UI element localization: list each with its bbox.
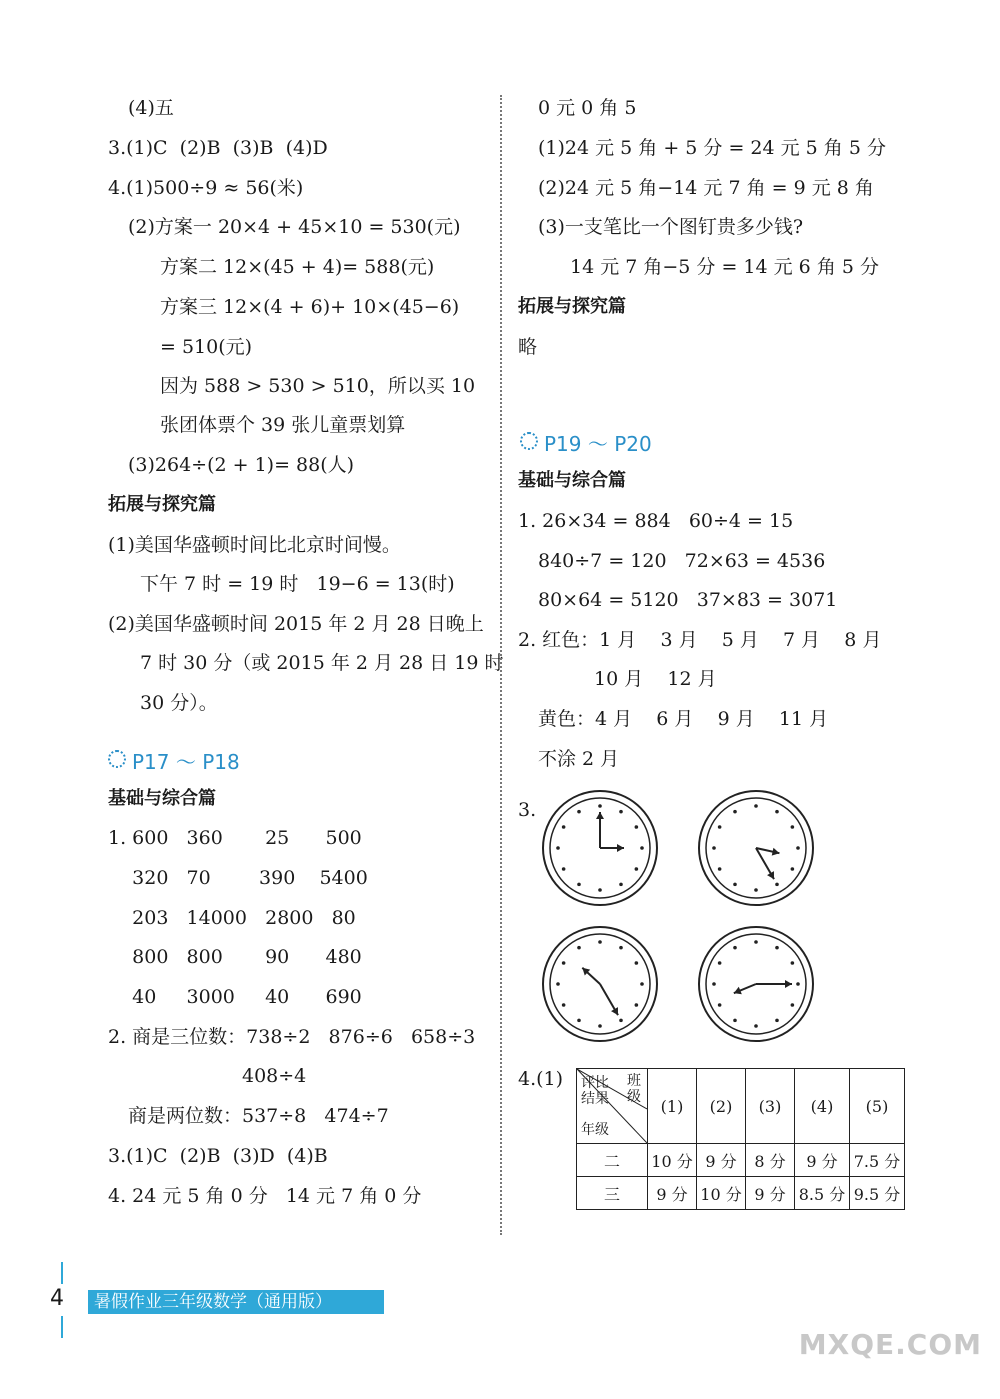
answer-line: 40 3000 40 690	[108, 986, 362, 1008]
clock-face	[540, 924, 660, 1044]
answer-line: 10 月 12 月	[594, 668, 717, 690]
clock-hour-dot	[791, 1003, 795, 1007]
answer-line: 14 元 7 角−5 分 = 14 元 6 角 5 分	[570, 256, 879, 278]
table-cell: 9 分	[746, 1177, 795, 1210]
page-range-title: P17 ～ P18	[132, 750, 240, 774]
table-cell: 9 分	[648, 1177, 697, 1210]
clock-hour-dot	[598, 888, 602, 892]
answer-line: 方案二 12×(45 + 4)= 588(元)	[160, 256, 435, 278]
clock-hour-dot	[635, 867, 639, 871]
clock-hour-hand-tip	[772, 848, 780, 856]
answer-line: 4. 24 元 5 角 0 分 14 元 7 角 0 分	[108, 1185, 422, 1207]
clock-hour-dot	[754, 888, 758, 892]
clock-hour-dot	[598, 804, 602, 808]
clock-hour-dot	[718, 825, 722, 829]
section-heading: 基础与综合篇	[518, 470, 626, 491]
answer-line: 30 分）。	[140, 692, 218, 714]
page-number: 4	[50, 1286, 64, 1311]
page-number-rule	[61, 1262, 63, 1284]
answer-line: 3.(1)C (2)B (3)D (4)B	[108, 1145, 328, 1167]
clock-hour-dot	[775, 810, 779, 814]
section-heading: 基础与综合篇	[108, 788, 216, 809]
section-heading: 拓展与探究篇	[108, 494, 216, 515]
answer-line: 0 元 0 角 5	[538, 97, 637, 119]
table-header-cell: (1)	[648, 1069, 697, 1144]
corner-label-grade: 年级	[581, 1122, 609, 1138]
answer-line: 黄色：4 月 6 月 9 月 11 月	[538, 708, 829, 730]
answer-line: 7 时 30 分（或 2015 年 2 月 28 日 19 时	[140, 652, 504, 674]
table-grade-cell: 三	[577, 1177, 648, 1210]
table-row	[577, 1144, 905, 1177]
answer-line: 840÷7 = 120 72×63 = 4536	[538, 550, 826, 572]
clock-hour-dot	[796, 846, 800, 850]
clock-hour-dot	[733, 810, 737, 814]
answer-line: 4.(1)500÷9 ≈ 56(米)	[108, 177, 304, 199]
answer-line: 略	[518, 336, 538, 358]
clock-hour-dot	[619, 883, 623, 887]
answer-line: 2. 红色：1 月 3 月 5 月 7 月 8 月	[518, 629, 882, 651]
clock-hour-dot	[775, 946, 779, 950]
clock-hour-dot	[635, 1003, 639, 1007]
section-dot-icon	[520, 432, 538, 450]
book-title-bar: 暑假作业三年级数学（通用版）	[88, 1290, 384, 1314]
answer-line: = 510(元)	[160, 336, 253, 358]
table-cell: 8 分	[746, 1144, 795, 1177]
section-dot-icon	[108, 750, 126, 768]
clock-hour-dot	[577, 1019, 581, 1023]
answer-line: 下午 7 时 = 19 时 19−6 = 13(时)	[140, 573, 455, 595]
table-cell: 9.5 分	[850, 1177, 905, 1210]
question-number: 4.(1)	[518, 1068, 564, 1090]
clock-hour-dot	[791, 961, 795, 965]
clock-hour-dot	[718, 867, 722, 871]
clock-hour-dot	[598, 940, 602, 944]
table-cell: 7.5 分	[850, 1144, 905, 1177]
clock-hour-dot	[754, 804, 758, 808]
clock-hour-dot	[562, 1003, 566, 1007]
clock-hour-dot	[718, 961, 722, 965]
score-table	[576, 1068, 905, 1210]
clock-hour-dot	[556, 982, 560, 986]
clock-hour-dot	[562, 867, 566, 871]
answer-line: 80×64 = 5120 37×83 = 3071	[538, 589, 838, 611]
clock-hour-dot	[754, 1024, 758, 1028]
answer-line: 商是两位数：537÷8 474÷7	[128, 1105, 389, 1127]
table-header-cell: (2)	[697, 1069, 746, 1144]
answer-line: (4)五	[128, 97, 174, 119]
answer-line: (2)24 元 5 角−14 元 7 角 = 9 元 8 角	[538, 177, 874, 199]
clock-face	[696, 924, 816, 1044]
site-watermark: MXQE.COM	[798, 1328, 982, 1361]
clock-face	[540, 788, 660, 908]
table-header-cell: (3)	[746, 1069, 795, 1144]
clock-hour-dot	[791, 867, 795, 871]
answer-line: (3)一支笔比一个图钉贵多少钱?	[538, 216, 804, 238]
answer-line: 320 70 390 5400	[108, 867, 368, 889]
clock-hour-dot	[733, 1019, 737, 1023]
answer-line: 方案三 12×(4 + 6)+ 10×(45−6)	[160, 296, 460, 318]
table-grade-cell: 二	[577, 1144, 648, 1177]
clock-hour-hand-tip	[617, 844, 624, 852]
question-number: 3.	[518, 799, 537, 821]
page-range-title: P19 ～ P20	[544, 432, 652, 456]
clock-hour-dot	[577, 810, 581, 814]
clock-hour-dot	[619, 1019, 623, 1023]
clock-minute-hand-tip	[785, 980, 792, 988]
answer-line: 1. 600 360 25 500	[108, 827, 362, 849]
clock-hour-dot	[635, 961, 639, 965]
clock-face	[696, 788, 816, 908]
table-cell: 9 分	[795, 1144, 850, 1177]
clock-hour-dot	[754, 940, 758, 944]
clock-hour-dot	[619, 946, 623, 950]
clock-minute-hand-tip	[596, 812, 604, 819]
table-cell: 10 分	[697, 1177, 746, 1210]
corner-label-class: 班级	[627, 1073, 641, 1105]
clock-hour-dot	[775, 1019, 779, 1023]
clock-hour-dot	[796, 982, 800, 986]
answer-line: 203 14000 2800 80	[108, 907, 356, 929]
clock-hour-dot	[619, 810, 623, 814]
table-cell: 8.5 分	[795, 1177, 850, 1210]
table-header-cell: (4)	[795, 1069, 850, 1144]
answer-line: 不涂 2 月	[538, 748, 620, 770]
clock-hour-dot	[577, 883, 581, 887]
clock-hour-dot	[712, 846, 716, 850]
page-number-rule	[61, 1316, 63, 1338]
answer-line: 张团体票个 39 张儿童票划算	[160, 414, 406, 436]
clock-hour-dot	[791, 825, 795, 829]
table-cell: 10 分	[648, 1144, 697, 1177]
answer-line: (2)方案一 20×4 + 45×10 = 530(元)	[128, 216, 461, 238]
clock-hour-dot	[640, 846, 644, 850]
answer-line: 1. 26×34 = 884 60÷4 = 15	[518, 510, 794, 532]
clock-hour-dot	[733, 883, 737, 887]
answer-line: (1)24 元 5 角 + 5 分 = 24 元 5 角 5 分	[538, 137, 886, 159]
clock-hour-dot	[775, 883, 779, 887]
corner-label-result: 评比结果	[581, 1075, 609, 1107]
answer-line: 3.(1)C (2)B (3)B (4)D	[108, 137, 328, 159]
answer-line: 2. 商是三位数：738÷2 876÷6 658÷3	[108, 1026, 476, 1048]
clock-hour-dot	[733, 946, 737, 950]
table-cell: 9 分	[697, 1144, 746, 1177]
answer-line: 因为 588 > 530 > 510，所以买 10	[160, 375, 476, 397]
answer-line: 408÷4	[242, 1065, 307, 1087]
table-corner-cell	[577, 1069, 648, 1144]
clock-hour-dot	[562, 825, 566, 829]
answer-line: (1)美国华盛顿时间比北京时间慢。	[108, 534, 401, 556]
section-heading: 拓展与探究篇	[518, 296, 626, 317]
clock-hour-dot	[718, 1003, 722, 1007]
clock-hour-dot	[635, 825, 639, 829]
clock-hour-dot	[556, 846, 560, 850]
clock-hour-dot	[598, 1024, 602, 1028]
table-header-cell: (5)	[850, 1069, 905, 1144]
clock-hour-dot	[640, 982, 644, 986]
table-row	[577, 1177, 905, 1210]
clock-hour-dot	[577, 946, 581, 950]
answer-line: (3)264÷(2 + 1)= 88(人)	[128, 454, 355, 476]
answer-line: (2)美国华盛顿时间 2015 年 2 月 28 日晚上	[108, 613, 484, 635]
clock-hour-dot	[712, 982, 716, 986]
column-divider	[500, 95, 502, 1235]
answer-line: 800 800 90 480	[108, 946, 362, 968]
clock-hour-dot	[562, 961, 566, 965]
